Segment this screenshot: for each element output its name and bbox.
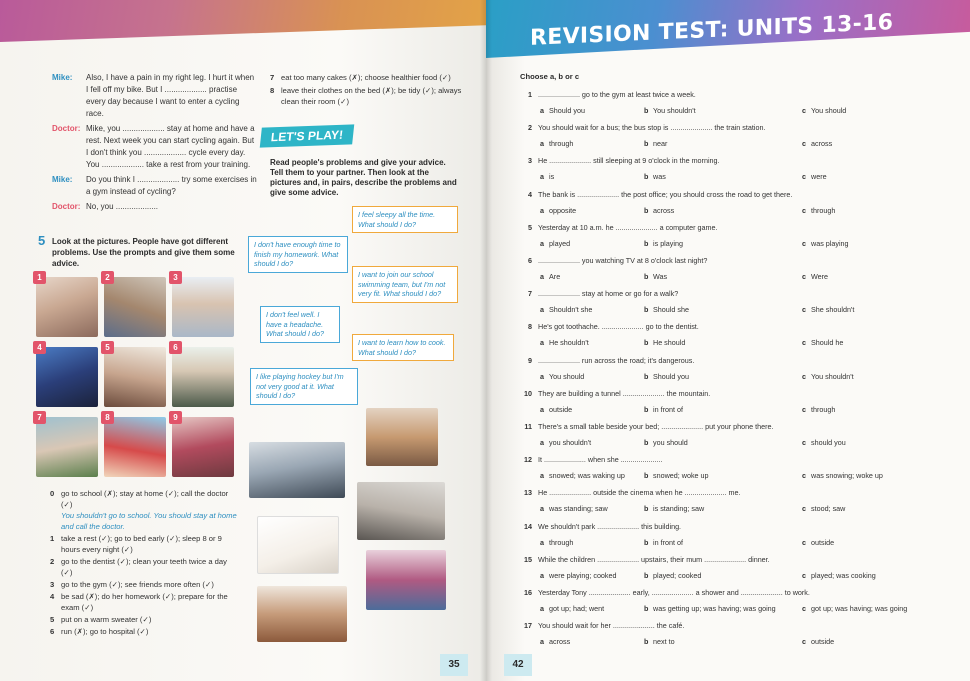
option-b[interactable]: b Should you: [644, 371, 689, 381]
answer-options: [520, 503, 960, 514]
photo-skateboard-fall: [357, 482, 445, 540]
answer-options: [520, 105, 960, 116]
option-text: played: [549, 238, 571, 248]
option-text: across: [653, 205, 675, 215]
dialogue-text: No, you ...................: [86, 202, 159, 211]
option-a[interactable]: a Are: [540, 272, 561, 281]
question-line: [520, 122, 960, 133]
photo-number-badge: 7: [33, 411, 46, 424]
prompt-number: 4: [50, 592, 55, 601]
photo-suitcase-clothes: [366, 550, 446, 610]
speech-bubble: I want to learn how to cook. What should I do?: [352, 334, 454, 361]
option-c[interactable]: c She shouldn't: [802, 305, 855, 315]
question-number: 7: [528, 289, 532, 299]
question-number: 2: [528, 123, 532, 133]
answer-options: [520, 337, 960, 348]
photo-number-badge: 8: [101, 411, 114, 424]
option-text: She shouldn't: [811, 305, 855, 315]
option-text: Should he: [811, 338, 844, 348]
prompt-text: go to the dentist (✓); clean your teeth twice a day (✓): [61, 557, 227, 577]
prompt-item: [50, 533, 240, 555]
option-b[interactable]: b is standing; saw: [644, 504, 705, 514]
book-spine-shadow: [480, 0, 492, 681]
prompts-list-continued: [270, 72, 470, 109]
prompt-item: [50, 626, 240, 637]
prompt-item: [50, 579, 240, 590]
question-line: [520, 155, 960, 166]
option-text: played; cooked: [653, 570, 702, 580]
option-text: next to: [653, 637, 675, 647]
question-number: 9: [528, 355, 532, 365]
option-text: across: [811, 139, 833, 149]
option-a[interactable]: a were playing; cooked: [540, 570, 617, 580]
question-item: [520, 620, 960, 647]
photo-number-badge: 9: [169, 411, 182, 424]
option-a[interactable]: a Shouldn't she: [540, 305, 593, 315]
prompt-text: go to school (✗); stay at home (✓); call the doctor (✓): [61, 489, 229, 509]
option-text: Were: [811, 272, 829, 281]
option-c[interactable]: c stood; saw: [802, 504, 846, 514]
question-line: [520, 255, 960, 266]
question-text: ..................... stay at home or go for a walk?: [538, 289, 679, 299]
page-title: REVISION TEST: UNITS 13-16: [530, 10, 894, 51]
dialogue: [52, 72, 257, 216]
option-c[interactable]: c through: [802, 404, 836, 414]
prompt-text: put on a warm sweater (✓): [61, 615, 152, 624]
question-item: [520, 89, 960, 116]
prompt-number: 3: [50, 580, 55, 589]
option-text: You shouldn't: [811, 371, 854, 381]
question-item: [520, 321, 960, 348]
speaker-label: Mike:: [52, 175, 73, 184]
option-text: opposite: [549, 205, 577, 215]
prompt-text: leave their clothes on the bed (✗); be tidy (✓); always clean their room (✓): [281, 86, 462, 106]
option-b[interactable]: b He should: [644, 338, 686, 348]
option-text: outside: [549, 404, 573, 414]
question-number: 13: [524, 488, 532, 498]
question-text: You should wait for her ..................... the café.: [538, 621, 685, 631]
option-a[interactable]: a You should: [540, 371, 585, 381]
question-item: [520, 487, 960, 514]
answer-options: [520, 404, 960, 415]
speech-bubble: I want to join our school swimming team, but I'm not very fit. What should I do?: [352, 266, 458, 303]
option-c[interactable]: c Should he: [802, 338, 844, 348]
question-line: [520, 321, 960, 332]
answer-options: [520, 437, 960, 448]
question-item: [520, 587, 960, 614]
question-item: [520, 222, 960, 249]
option-text: got up; was having; was going: [811, 604, 908, 613]
option-b[interactable]: b is playing: [644, 238, 683, 248]
option-text: Should you: [653, 371, 689, 381]
option-text: played; was cooking: [811, 570, 876, 580]
photo-worried-girl: [366, 408, 438, 466]
option-text: Should she: [653, 305, 689, 315]
option-c[interactable]: c You should: [802, 106, 847, 115]
option-text: is: [549, 172, 555, 182]
decorative-header-band: [0, 0, 486, 42]
lets-play-instruction: Read people's problems and give your advice. Tell them to your partner. Then look at the pictures and, in pairs, describe the problems and give some advice.: [270, 158, 457, 197]
right-page: [486, 0, 970, 681]
prompt-number: 1: [50, 534, 55, 543]
question-text: Yesterday at 10 a.m. he ..................... a computer game.: [538, 222, 718, 232]
prompt-item: [50, 591, 240, 613]
prompt-number: 6: [50, 627, 55, 636]
photo-boy-cake: [104, 417, 166, 477]
photo-messy-room: [172, 417, 234, 477]
prompt-item: [50, 614, 240, 625]
prompt-text: eat too many cakes (✗); choose healthier food (✓): [281, 73, 451, 82]
question-number: 16: [524, 588, 532, 597]
option-a[interactable]: a outside: [540, 404, 573, 414]
question-number: 4: [528, 189, 532, 199]
dialogue-line: [52, 72, 257, 120]
question-item: [520, 155, 960, 182]
option-a[interactable]: a He shouldn't: [540, 338, 589, 348]
option-b[interactable]: b was: [644, 172, 666, 182]
answer-options: [520, 570, 960, 581]
answer-options: [520, 371, 960, 382]
question-text: While the children ..................... upstairs, their mum ..................... dinner.: [538, 554, 770, 564]
question-number: 12: [524, 455, 532, 465]
photo-sleepy-girl: [36, 277, 98, 337]
option-a[interactable]: a snowed; was waking up: [540, 471, 625, 481]
question-text: We shouldn't park ..................... this building.: [538, 521, 682, 531]
question-number: 3: [528, 156, 532, 166]
photo-girl-cold: [172, 347, 234, 407]
question-item: [520, 554, 960, 581]
exercise-text: Look at the pictures. People have got different problems. Use the prompts and give them some advice.: [52, 237, 235, 268]
option-b[interactable]: b in front of: [644, 537, 683, 547]
option-text: got up; had; went: [549, 604, 605, 613]
question-number: 17: [524, 621, 532, 631]
option-text: in front of: [653, 537, 683, 547]
question-number: 1: [528, 90, 532, 99]
option-text: Should you: [549, 106, 585, 115]
photo-number-badge: 1: [33, 271, 46, 284]
question-number: 8: [528, 322, 532, 332]
question-text: He's got toothache. ..................... go to the dentist.: [538, 322, 699, 332]
option-b[interactable]: b Should she: [644, 305, 689, 315]
photo-number-badge: 4: [33, 341, 46, 354]
option-text: through: [549, 139, 574, 149]
option-text: Are: [549, 272, 561, 281]
option-c[interactable]: c outside: [802, 637, 835, 647]
question-text: Yesterday Tony ..................... early, ..................... a shower and ..................... to work.: [538, 588, 810, 597]
question-item: [520, 521, 960, 548]
question-line: [520, 388, 960, 399]
photo-boy-toothache: [172, 277, 234, 337]
answer-options: [520, 205, 960, 216]
option-text: You should: [549, 371, 585, 381]
speaker-label: Doctor:: [52, 124, 81, 133]
option-a[interactable]: a got up; had; went: [540, 604, 605, 613]
prompts-list: [50, 488, 240, 638]
prompt-content: [61, 488, 240, 532]
prompt-item: [270, 72, 470, 83]
question-line: [520, 222, 960, 233]
option-c[interactable]: c played; was cooking: [802, 570, 876, 580]
option-text: outside: [811, 637, 835, 647]
photo-girl-fridge: [249, 442, 345, 498]
photo-sad-girl-books: [104, 347, 166, 407]
option-text: outside: [811, 537, 835, 547]
answer-options: [520, 470, 960, 481]
prompt-text: run (✗); go to hospital (✓): [61, 627, 149, 636]
option-text: through: [549, 537, 574, 547]
option-a[interactable]: a through: [540, 537, 574, 547]
photo-number-badge: 5: [101, 341, 114, 354]
dialogue-line: [52, 201, 257, 213]
option-a[interactable]: a opposite: [540, 205, 577, 215]
question-number: 14: [524, 521, 532, 531]
answer-options: [520, 304, 960, 315]
exercise-5-instruction: [38, 233, 238, 269]
option-text: was: [653, 172, 666, 182]
test-instruction: Choose a, b or c: [520, 72, 580, 81]
option-text: is standing; saw: [653, 504, 705, 514]
option-text: were: [811, 172, 827, 182]
answer-options: [520, 171, 960, 182]
option-text: near: [653, 139, 668, 149]
option-text: were playing; cooked: [549, 570, 617, 580]
prompt-number: 0: [50, 489, 55, 498]
option-text: stood; saw: [811, 504, 846, 514]
option-text: you should: [653, 438, 688, 447]
speaker-label: Doctor:: [52, 202, 81, 211]
prompt-item: [50, 488, 240, 532]
prompt-text: take a rest (✓); go to bed early (✓); sleep 8 or 9 hours every night (✓): [61, 534, 222, 554]
question-text: He ..................... outside the cinema when he ..................... me.: [538, 488, 741, 498]
option-a[interactable]: a through: [540, 139, 574, 149]
question-text: You should wait for a bus; the bus stop is ..................... the train station.: [538, 123, 766, 133]
option-b[interactable]: b Was: [644, 272, 668, 281]
question-text: The bank is ..................... the post office; you should cross the road to get there.: [538, 189, 793, 199]
question-line: [520, 421, 960, 432]
prompt-example: You shouldn't go to school. You should stay at home and call the doctor.: [61, 511, 237, 531]
option-text: He shouldn't: [549, 338, 589, 348]
question-text: He ..................... still sleeping at 9 o'clock in the morning.: [538, 156, 720, 166]
prompt-number: 7: [270, 73, 275, 82]
question-item: [520, 122, 960, 149]
option-text: He should: [653, 338, 686, 348]
answer-options: [520, 238, 960, 249]
option-text: is playing: [653, 238, 683, 248]
question-line: [520, 454, 960, 465]
option-c[interactable]: c were: [802, 172, 827, 182]
option-c[interactable]: c outside: [802, 537, 835, 547]
option-c[interactable]: c through: [802, 205, 836, 215]
prompt-item: [270, 85, 470, 107]
question-number: 6: [528, 256, 532, 265]
option-a[interactable]: a you shouldn't: [540, 438, 592, 447]
option-text: in front of: [653, 404, 683, 414]
option-text: snowed; woke up: [653, 471, 709, 481]
option-c[interactable]: c was playing: [802, 238, 849, 248]
option-b[interactable]: b near: [644, 139, 668, 149]
question-line: [520, 189, 960, 200]
option-b[interactable]: b snowed; woke up: [644, 471, 709, 481]
prompt-text: go to the gym (✓); see friends more often (✓): [61, 580, 214, 589]
option-text: you shouldn't: [549, 438, 592, 447]
option-b[interactable]: b played; cooked: [644, 570, 702, 580]
dialogue-line: [52, 174, 257, 198]
question-item: [520, 189, 960, 216]
option-text: was playing: [811, 238, 849, 248]
question-item: [520, 388, 960, 415]
question-item: [520, 454, 960, 481]
option-a[interactable]: a was standing; saw: [540, 504, 608, 514]
option-b[interactable]: b in front of: [644, 404, 683, 414]
option-text: across: [549, 637, 571, 647]
option-b[interactable]: b was getting up; was having; was going: [644, 604, 776, 613]
option-b[interactable]: b next to: [644, 637, 675, 647]
speech-bubble: I like playing hockey but I'm not very good at it. What should I do?: [250, 368, 358, 405]
prompt-text: be sad (✗); do her homework (✓); prepare for the exam (✓): [61, 592, 228, 612]
dialogue-line: [52, 123, 257, 171]
option-text: Was: [653, 272, 668, 281]
question-item: [520, 255, 960, 282]
dialogue-text: Do you think I ................... try some exercises in a gym instead of cycling?: [86, 175, 257, 196]
photo-girl-eating: [257, 586, 347, 642]
option-text: was getting up; was having; was going: [653, 604, 776, 613]
option-text: Shouldn't she: [549, 305, 593, 315]
speech-bubble: I don't have enough time to finish my homework. What should I do?: [248, 236, 348, 273]
speaker-label: Mike:: [52, 73, 73, 82]
dialogue-text: Also, I have a pain in my right leg. I hurt it when I fell off my bike. But I ................... practise every day because I want to enter a cycling race.: [86, 73, 255, 118]
question-text: ..................... run across the road; it's dangerous.: [538, 355, 695, 365]
answer-options: [520, 603, 960, 614]
page-number: 42: [504, 654, 532, 676]
photo-number-badge: 6: [169, 341, 182, 354]
question-text: ..................... you watching TV at 8 o'clock last night?: [538, 256, 708, 265]
question-text: They are building a tunnel ..................... the mountain.: [538, 388, 711, 398]
speech-bubble: I don't feel well. I have a headache. What should I do?: [260, 306, 340, 343]
option-text: was standing; saw: [549, 504, 608, 514]
option-c[interactable]: c You shouldn't: [802, 371, 854, 381]
question-text: There's a small table beside your bed; ..................... put your phone there.: [538, 422, 774, 431]
option-c[interactable]: c was snowing; woke up: [802, 471, 883, 481]
option-a[interactable]: a Should you: [540, 106, 585, 115]
lets-play-banner: LET'S PLAY!: [260, 124, 355, 147]
question-item: [520, 355, 960, 382]
question-line: [520, 620, 960, 631]
question-text: ..................... go to the gym at least twice a week.: [538, 90, 696, 99]
option-b[interactable]: b you should: [644, 438, 688, 447]
option-b[interactable]: b You shouldn't: [644, 106, 696, 115]
answer-options: [520, 537, 960, 548]
option-text: through: [811, 205, 836, 215]
prompt-item: [50, 556, 240, 578]
question-number: 11: [524, 422, 532, 431]
option-text: should you: [811, 438, 846, 447]
exercise-number: 5: [38, 233, 46, 248]
option-text: You should: [811, 106, 847, 115]
question-line: [520, 288, 960, 299]
question-line: [520, 89, 960, 100]
prompt-number: 2: [50, 557, 55, 566]
photo-number-badge: 2: [101, 271, 114, 284]
question-text: It ..................... when she .....................: [538, 455, 663, 465]
photo-boy-gaming: [36, 347, 98, 407]
question-line: [520, 521, 960, 532]
option-b[interactable]: b across: [644, 205, 675, 215]
dialogue-text: Mike, you ................... stay at home and have a rest. Next week you can start cycling again. But I don't think you ................... cycle every day. You ................... take a rest from your training.: [86, 124, 255, 169]
page-number: 35: [440, 654, 468, 676]
question-number: 15: [524, 554, 532, 564]
question-line: [520, 554, 960, 565]
photo-number-badge: 3: [169, 271, 182, 284]
option-a[interactable]: a across: [540, 637, 571, 647]
option-text: was snowing; woke up: [811, 471, 883, 481]
option-c[interactable]: c got up; was having; was going: [802, 604, 908, 613]
answer-options: [520, 271, 960, 282]
option-text: through: [811, 404, 836, 414]
question-item: [520, 288, 960, 315]
option-text: snowed; was waking up: [549, 471, 625, 481]
answer-options: [520, 138, 960, 149]
question-item: [520, 421, 960, 448]
option-a[interactable]: a is: [540, 172, 555, 182]
option-c[interactable]: c Were: [802, 272, 829, 281]
photo-graded-test: [257, 516, 339, 574]
question-line: [520, 487, 960, 498]
question-line: [520, 587, 960, 598]
prompt-number: 8: [270, 86, 275, 95]
prompt-number: 5: [50, 615, 55, 624]
option-c[interactable]: c across: [802, 139, 833, 149]
question-line: [520, 355, 960, 366]
photo-injured-runner: [36, 417, 98, 477]
option-a[interactable]: a played: [540, 238, 571, 248]
option-c[interactable]: c should you: [802, 438, 846, 447]
question-number: 5: [528, 222, 532, 232]
question-number: 10: [524, 388, 532, 398]
photo-girl-desk: [104, 277, 166, 337]
answer-options: [520, 636, 960, 647]
option-text: You shouldn't: [653, 106, 696, 115]
speech-bubble: I feel sleepy all the time. What should I do?: [352, 206, 458, 233]
